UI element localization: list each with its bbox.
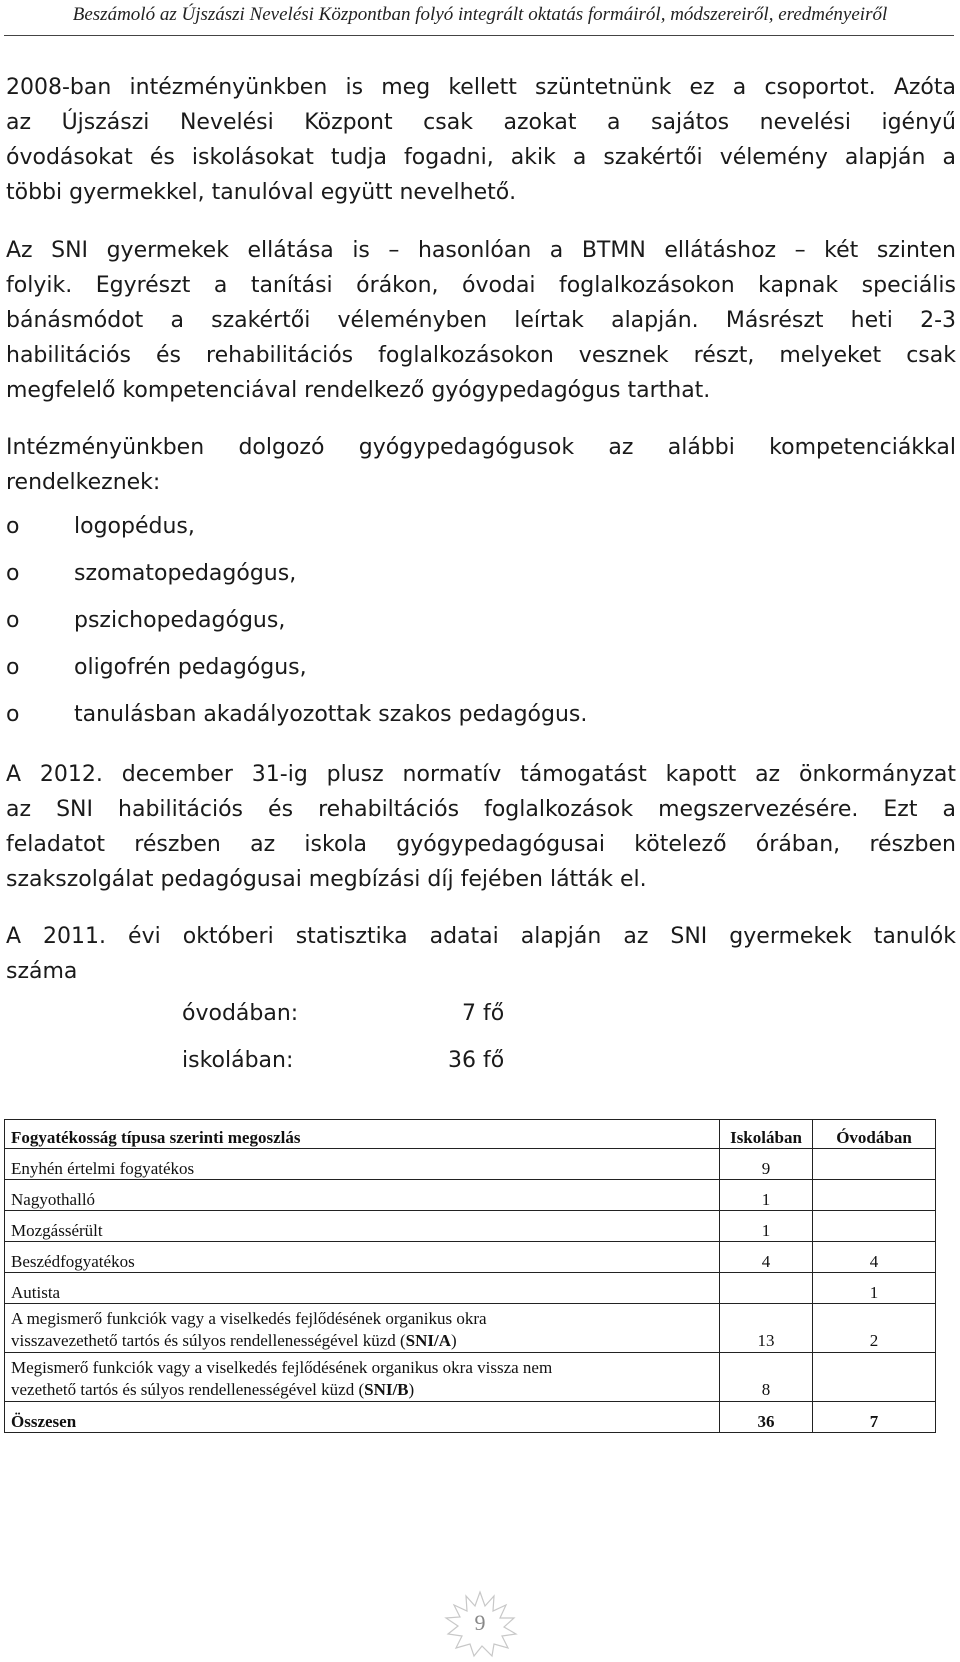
row-type-text: visszavezethető tartós és súlyos rendellenességével küzd ( <box>11 1331 406 1350</box>
text-line: Az SNI gyermekek ellátása is – hasonlóan a BTMN ellátáshoz – két szinten <box>6 238 956 263</box>
bullet-circle-icon: o <box>6 702 20 727</box>
table-row <box>5 1149 936 1180</box>
row-type-line: Megismerő funkciók vagy a viselkedés fejlődésének organikus okra vissza nem <box>11 1358 553 1377</box>
disability-distribution-table <box>4 1119 936 1433</box>
table-header-row <box>5 1120 936 1149</box>
text-line: többi gyermekkel, tanulóval együtt nevelhető. <box>6 180 517 205</box>
row-kindergarten: 2 <box>813 1304 936 1353</box>
text-line: óvodásokat és iskolásokat tudja fogadni, akik a szakértői vélemény alapján a <box>6 145 956 170</box>
header-school: Iskolában <box>720 1120 813 1149</box>
row-type: Autista <box>5 1273 720 1304</box>
total-school: 36 <box>720 1402 813 1433</box>
kindergarten-label: óvodában: <box>182 1001 299 1026</box>
row-kindergarten <box>813 1211 936 1242</box>
header-kindergarten: Óvodában <box>813 1120 936 1149</box>
table-row <box>5 1211 936 1242</box>
header-type: Fogyatékosság típusa szerinti megoszlás <box>5 1120 720 1149</box>
total-kindergarten: 7 <box>813 1402 936 1433</box>
row-type <box>5 1353 720 1402</box>
list-item-text: oligofrén pedagógus, <box>74 655 307 680</box>
table-row <box>5 1353 936 1402</box>
row-kindergarten <box>813 1180 936 1211</box>
row-school: 1 <box>720 1211 813 1242</box>
list-item-text: pszichopedagógus, <box>74 608 286 633</box>
bullet-circle-icon: o <box>6 608 20 633</box>
list-item-text: tanulásban akadályozottak szakos pedagógus. <box>74 702 588 727</box>
table-row <box>5 1180 936 1211</box>
table-row <box>5 1273 936 1304</box>
paragraph-2 <box>6 233 956 408</box>
row-school <box>720 1273 813 1304</box>
text-line: feladatot részben az iskola gyógypedagógusai kötelező órában, részben <box>6 832 956 857</box>
bullet-circle-icon: o <box>6 561 20 586</box>
row-type: Beszédfogyatékos <box>5 1242 720 1273</box>
list-item-text: szomatopedagógus, <box>74 561 297 586</box>
text-line: A 2011. évi októberi statisztika adatai alapján az SNI gyermekek tanulók <box>6 924 956 949</box>
text-line: A 2012. december 31-ig plusz normatív támogatást kapott az önkormányzat <box>6 762 956 787</box>
text-line: megfelelő kompetenciával rendelkező gyógypedagógus tarthat. <box>6 378 711 403</box>
row-type-line: A megismerő funkciók vagy a viselkedés fejlődésének organikus okra <box>11 1309 487 1328</box>
text-line: az Újszászi Nevelési Központ csak azokat a sajátos nevelési igényű <box>6 110 956 135</box>
total-label: Összesen <box>5 1402 720 1433</box>
row-type: Enyhén értelmi fogyatékos <box>5 1149 720 1180</box>
header-divider <box>4 35 954 36</box>
text-line: habilitációs és rehabilitációs foglalkozásokon vesznek részt, melyeket csak <box>6 343 956 368</box>
text-line: szakszolgálat pedagógusai megbízási díj fejében látták el. <box>6 867 647 892</box>
row-type: Nagyothalló <box>5 1180 720 1211</box>
row-type-text: ) <box>451 1331 457 1350</box>
paragraph-5 <box>6 919 956 989</box>
row-school: 13 <box>720 1304 813 1353</box>
table-row <box>5 1304 936 1353</box>
school-value: 36 fő <box>448 1048 505 1073</box>
text-line: az SNI habilitációs és rehabiltációs foglalkozások megszervezésére. Ezt a <box>6 797 956 822</box>
text-line: 2008-ban intézményünkben is meg kellett szüntetnünk ez a csoportot. Azóta <box>6 75 956 100</box>
paragraph-3 <box>6 430 956 500</box>
text-line: Intézményünkben dolgozó gyógypedagógusok az alábbi kompetenciákkal <box>6 435 956 460</box>
text-line: száma <box>6 959 78 984</box>
text-line: rendelkeznek: <box>6 470 161 495</box>
row-kindergarten: 1 <box>813 1273 936 1304</box>
row-school: 8 <box>720 1353 813 1402</box>
row-type-text: vezethető tartós és súlyos rendellenességével küzd ( <box>11 1380 365 1399</box>
row-school: 1 <box>720 1180 813 1211</box>
paragraph-4 <box>6 757 956 897</box>
list-item <box>6 514 195 539</box>
kindergarten-value: 7 fő <box>462 1001 505 1026</box>
school-label: iskolában: <box>182 1048 294 1073</box>
list-item <box>6 561 296 586</box>
row-kindergarten <box>813 1149 936 1180</box>
list-item <box>6 702 587 727</box>
page-number-text: 9 <box>474 1610 486 1635</box>
row-type-line <box>11 1330 713 1352</box>
text-line: folyik. Egyrészt a tanítási órákon, óvodai foglalkozásokon kapnak speciális <box>6 273 956 298</box>
list-item <box>6 655 307 680</box>
row-school: 9 <box>720 1149 813 1180</box>
row-type: Mozgássérült <box>5 1211 720 1242</box>
table-total-row <box>5 1402 936 1433</box>
bullet-circle-icon: o <box>6 514 20 539</box>
row-type-code: SNI/B <box>364 1380 409 1399</box>
page-number <box>430 1588 530 1658</box>
row-type-line <box>11 1379 713 1401</box>
list-item-text: logopédus, <box>74 514 195 539</box>
row-type-code: SNI/A <box>405 1331 452 1350</box>
row-type-text: ) <box>408 1380 415 1399</box>
row-kindergarten <box>813 1353 936 1402</box>
row-school: 4 <box>720 1242 813 1273</box>
row-type <box>5 1304 720 1353</box>
text-line: bánásmódot a szakértői véleményben leírtak alapján. Másrészt heti 2-3 <box>6 308 956 333</box>
bullet-circle-icon: o <box>6 655 20 680</box>
list-item <box>6 608 285 633</box>
paragraph-1 <box>6 70 956 210</box>
page-header: Beszámoló az Újszászi Nevelési Központban folyó integrált oktatás formáiról, módszereiről, eredményeiről <box>72 4 888 25</box>
table-row <box>5 1242 936 1273</box>
row-kindergarten: 4 <box>813 1242 936 1273</box>
